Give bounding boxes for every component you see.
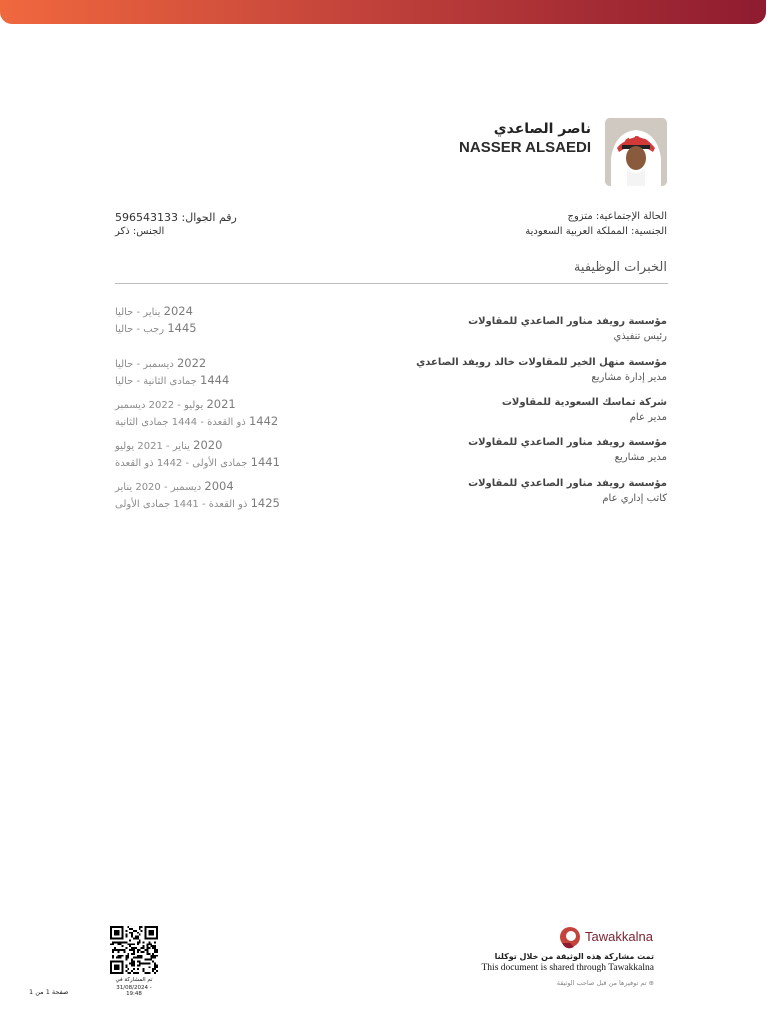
top-brand-bar <box>0 0 766 24</box>
section-divider <box>115 283 668 284</box>
company-name: مؤسسة منهل الخير للمقاولات خالد رويفد الصاعدي <box>416 357 667 368</box>
section-title-experience: الخبرات الوظيفية <box>573 260 667 275</box>
hijri-year: 1441 <box>250 455 280 469</box>
qr-code-icon <box>110 926 158 974</box>
gregorian-period: يناير - حاليا <box>115 307 161 318</box>
gregorian-year: 2021 <box>206 397 236 411</box>
name-english: NASSER ALSAEDI <box>459 139 591 156</box>
verify-text: تم توفيرها من قبل صاحب الوثيقة <box>556 979 647 987</box>
experience-item <box>468 478 667 504</box>
verify-icon: ⊕ <box>648 979 654 987</box>
job-title: مدير إدارة مشاريع <box>591 372 667 383</box>
marital-status: الحالة الإجتماعية: متزوج <box>567 211 667 222</box>
gregorian-period: ديسمبر - 2020 يناير <box>115 482 202 493</box>
company-name: شركة تماسك السعودية للمقاولات <box>501 397 667 408</box>
shared-notice-english: This document is shared through Tawakkalna <box>481 963 654 973</box>
job-title: مدير عام <box>629 412 667 423</box>
hijri-year: 1425 <box>250 496 280 510</box>
mobile-number: رقم الجوال: 596543133 <box>115 211 237 224</box>
tawakkalna-logo-icon <box>558 925 582 955</box>
company-name: مؤسسة رويفد مناور الصاعدي للمقاولات <box>468 316 667 327</box>
nationality: الجنسية: المملكة العربية السعودية <box>525 226 667 237</box>
job-title: مدير مشاريع <box>614 452 667 463</box>
experience-item <box>502 397 667 423</box>
gregorian-period: يوليو - 2022 ديسمبر <box>115 400 204 411</box>
experience-dates <box>115 356 229 390</box>
experience-item <box>468 437 667 463</box>
hijri-year: 1444 <box>200 373 230 387</box>
experience-dates <box>115 397 278 431</box>
gregorian-period: ديسمبر - حاليا <box>115 359 174 370</box>
job-title: رئيس تنفيذي <box>613 331 667 342</box>
qr-datetime: 31/08/2024 - 19:48 <box>116 985 152 997</box>
gregorian-year: 2024 <box>163 304 193 318</box>
page-number: صفحة 1 من 1 <box>29 988 69 996</box>
hijri-period: جمادى الثانية - حاليا <box>115 376 197 387</box>
experience-dates <box>115 479 280 513</box>
company-name: مؤسسة رويفد مناور الصاعدي للمقاولات <box>468 437 667 448</box>
experience-item <box>416 357 667 383</box>
shared-notice-arabic: تمت مشاركة هذه الوثيقة من خلال توكلنا <box>494 952 654 961</box>
hijri-period: ذو القعدة - 1444 جمادى الثانية <box>115 417 246 428</box>
hijri-period: جمادى الأولى - 1442 ذو القعدة <box>115 458 248 469</box>
experience-dates <box>115 438 280 472</box>
qr-caption: تم المشاركة في <box>115 977 153 983</box>
tawakkalna-logo-text: Tawakkalna <box>585 929 653 944</box>
job-title: كاتب إداري عام <box>602 493 667 504</box>
gregorian-year: 2020 <box>193 438 223 452</box>
experience-item <box>468 316 667 342</box>
gregorian-year: 2022 <box>176 356 207 370</box>
verify-notice <box>557 979 654 987</box>
gender: الجنس: ذكر <box>115 226 165 237</box>
gregorian-year: 2004 <box>204 479 234 493</box>
hijri-period: رجب - حاليا <box>115 324 165 335</box>
experience-dates <box>115 304 197 338</box>
hijri-year: 1442 <box>248 414 279 428</box>
company-name: مؤسسة رويفد مناور الصاعدي للمقاولات <box>468 478 667 489</box>
hijri-year: 1445 <box>167 321 197 335</box>
name-arabic: ناصر الصاعدي <box>493 121 591 137</box>
profile-photo <box>605 118 667 186</box>
hijri-period: ذو القعدة - 1441 جمادى الأولى <box>115 499 248 510</box>
gregorian-period: يناير - 2021 يوليو <box>115 441 190 452</box>
